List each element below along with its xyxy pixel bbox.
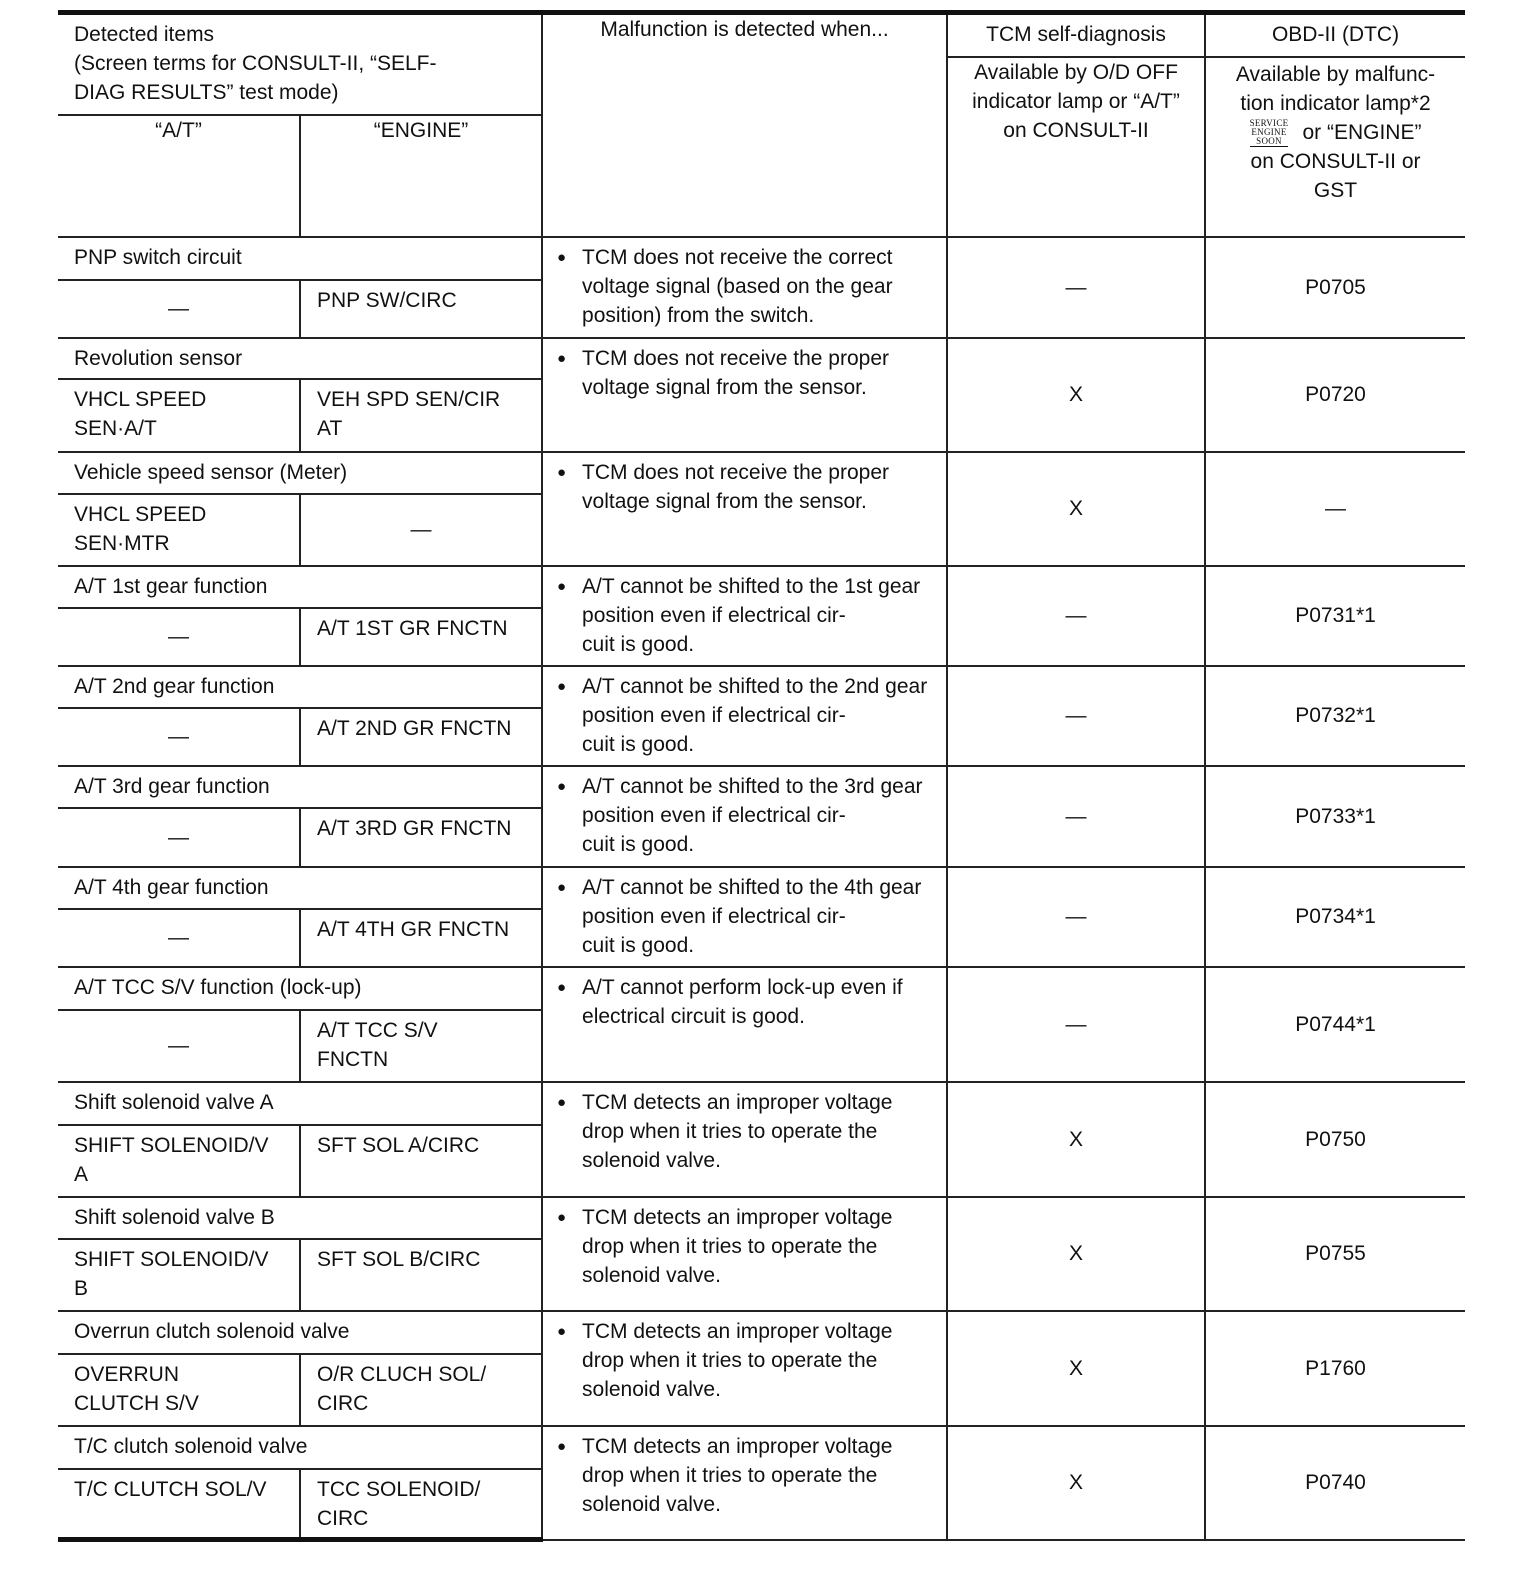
detected-item-name: Vehicle speed sensor (Meter) — [58, 452, 542, 494]
detected-item-name: A/T 3rd gear function — [58, 766, 542, 808]
at-column-header: “A/T” — [58, 115, 300, 237]
obd-dtc-cell: P0734*1 — [1205, 867, 1465, 967]
at-screen-term: — — [58, 909, 300, 967]
malfunction-cell — [542, 1426, 947, 1540]
malfunction-cell — [542, 666, 947, 766]
bullet-icon: ● — [557, 349, 567, 367]
at-screen-term: — — [58, 708, 300, 766]
malfunction-text: A/T cannot be shifted to the 4th gear position even if electrical cir- cuit is good. — [582, 875, 922, 957]
bullet-icon: ● — [557, 677, 567, 695]
tcm-cell: — — [947, 867, 1205, 967]
malfunction-cell — [542, 1082, 947, 1197]
detected-item-name: A/T 4th gear function — [58, 867, 542, 909]
obd-dtc-cell: P0755 — [1205, 1197, 1465, 1311]
table-row — [58, 867, 1465, 909]
engine-screen-term: A/T 1ST GR FNCTN — [300, 608, 542, 666]
detected-item-name: PNP switch circuit — [58, 237, 542, 280]
detected-item-name: Overrun clutch solenoid valve — [58, 1311, 542, 1354]
malfunction-text: A/T cannot be shifted to the 3rd gear position even if electrical cir- cuit is good. — [582, 774, 923, 856]
obd-dtc-cell: P1760 — [1205, 1311, 1465, 1426]
bullet-icon: ● — [557, 777, 567, 795]
tcm-cell: X — [947, 1197, 1205, 1311]
engine-screen-term: SFT SOL A/CIRC — [300, 1125, 542, 1197]
at-screen-term: — — [58, 808, 300, 867]
table-row — [58, 1082, 1465, 1125]
tcm-cell: X — [947, 1311, 1205, 1426]
malfunction-text: TCM detects an improper voltage drop when it tries to operate the solenoid valve. — [582, 1090, 893, 1172]
table-row — [58, 766, 1465, 808]
obd-note-line3: on CONSULT-II or GST — [1250, 149, 1421, 202]
malfunction-cell — [542, 867, 947, 967]
bullet-icon: ● — [557, 1437, 567, 1455]
engine-screen-term: TCC SOLENOID/ CIRC — [300, 1469, 542, 1540]
detected-item-name: A/T 2nd gear function — [58, 666, 542, 708]
service-engine-soon-lamp-icon — [1250, 119, 1289, 147]
tcm-cell: X — [947, 1426, 1205, 1540]
malfunction-text: TCM detects an improper voltage drop when it tries to operate the solenoid valve. — [582, 1319, 893, 1401]
malfunction-cell — [542, 766, 947, 867]
bullet-icon: ● — [557, 1093, 567, 1111]
detected-item-name: Shift solenoid valve A — [58, 1082, 542, 1125]
bullet-icon: ● — [557, 248, 567, 266]
malfunction-cell — [542, 1197, 947, 1311]
malfunction-header: Malfunction is detected when... — [542, 13, 947, 237]
engine-screen-term: A/T 2ND GR FNCTN — [300, 708, 542, 766]
detected-items-header: Detected items (Screen terms for CONSULT-II, “SELF- DIAG RESULTS” test mode) — [58, 13, 542, 115]
malfunction-cell — [542, 1311, 947, 1426]
engine-screen-term: O/R CLUCH SOL/ CIRC — [300, 1354, 542, 1426]
malfunction-text: TCM detects an improper voltage drop when it tries to operate the solenoid valve. — [582, 1205, 893, 1287]
at-screen-term: — — [58, 1010, 300, 1082]
badge-text-1: SERVICE — [1249, 117, 1289, 128]
engine-screen-term: A/T 3RD GR FNCTN — [300, 808, 542, 867]
obd-note-line1: Available by malfunc- tion indicator lamp*2 — [1235, 62, 1436, 115]
detected-item-name: T/C clutch solenoid valve — [58, 1426, 542, 1469]
detected-item-name: A/T TCC S/V function (lock-up) — [58, 967, 542, 1010]
malfunction-cell — [542, 967, 947, 1082]
engine-screen-term: A/T 4TH GR FNCTN — [300, 909, 542, 967]
self-diagnosis-table — [58, 10, 1465, 1542]
tcm-self-diagnosis-header: TCM self-diagnosis — [947, 13, 1205, 57]
at-screen-term: SHIFT SOLENOID/V A — [58, 1125, 300, 1197]
tcm-availability-note: Available by O/D OFF indicator lamp or “A/T” on CONSULT-II — [947, 57, 1205, 237]
table-row — [58, 452, 1465, 494]
table-row — [58, 237, 1465, 280]
bullet-icon: ● — [557, 463, 567, 481]
obd-dtc-cell: P0720 — [1205, 338, 1465, 452]
engine-column-header: “ENGINE” — [300, 115, 542, 237]
tcm-cell: X — [947, 1082, 1205, 1197]
table-row — [58, 1197, 1465, 1239]
obd-dtc-header: OBD-II (DTC) — [1205, 13, 1465, 57]
obd-dtc-cell: P0740 — [1205, 1426, 1465, 1540]
obd-dtc-cell: P0731*1 — [1205, 566, 1465, 666]
bullet-icon: ● — [557, 878, 567, 896]
obd-dtc-cell: P0744*1 — [1205, 967, 1465, 1082]
tcm-cell: X — [947, 338, 1205, 452]
at-screen-term: — — [58, 608, 300, 666]
malfunction-text: A/T cannot perform lock-up even if electrical circuit is good. — [582, 975, 903, 1028]
obd-note-mid: or “ENGINE” — [1302, 120, 1422, 144]
at-screen-term: — — [58, 280, 300, 338]
engine-screen-term: VEH SPD SEN/CIR AT — [300, 379, 542, 452]
obd-dtc-cell: P0750 — [1205, 1082, 1465, 1197]
obd-availability-note — [1205, 57, 1465, 237]
at-screen-term: VHCL SPEED SEN·A/T — [58, 379, 300, 452]
engine-screen-term: PNP SW/CIRC — [300, 280, 542, 338]
obd-dtc-cell: P0733*1 — [1205, 766, 1465, 867]
obd-dtc-cell: P0732*1 — [1205, 666, 1465, 766]
at-screen-term: T/C CLUTCH SOL/V — [58, 1469, 300, 1540]
tcm-cell: — — [947, 566, 1205, 666]
malfunction-text: TCM does not receive the proper voltage signal from the sensor. — [582, 460, 889, 513]
obd-dtc-cell: — — [1205, 452, 1465, 566]
tcm-cell: — — [947, 666, 1205, 766]
bullet-icon: ● — [557, 978, 567, 996]
detected-item-name: Revolution sensor — [58, 338, 542, 379]
table-row — [58, 338, 1465, 379]
engine-screen-term: A/T TCC S/V FNCTN — [300, 1010, 542, 1082]
malfunction-text: TCM does not receive the correct voltage signal (based on the gear position) from the switch. — [582, 245, 893, 327]
bullet-icon: ● — [557, 1208, 567, 1226]
badge-text-3: SOON — [1250, 137, 1289, 147]
tcm-cell: — — [947, 967, 1205, 1082]
malfunction-text: TCM does not receive the proper voltage signal from the sensor. — [582, 346, 889, 399]
at-screen-term: SHIFT SOLENOID/V B — [58, 1239, 300, 1311]
bullet-icon: ● — [557, 577, 567, 595]
badge-text-2: ENGINE — [1251, 126, 1287, 137]
malfunction-cell — [542, 338, 947, 452]
table-row — [58, 666, 1465, 708]
malfunction-text: TCM detects an improper voltage drop when it tries to operate the solenoid valve. — [582, 1434, 893, 1516]
tcm-cell: — — [947, 766, 1205, 867]
bullet-icon: ● — [557, 1322, 567, 1340]
malfunction-cell — [542, 566, 947, 666]
engine-screen-term: SFT SOL B/CIRC — [300, 1239, 542, 1311]
malfunction-cell — [542, 237, 947, 338]
at-screen-term: VHCL SPEED SEN·MTR — [58, 494, 300, 566]
detected-item-name: A/T 1st gear function — [58, 566, 542, 608]
table-row — [58, 1311, 1465, 1354]
obd-note-line2 — [1212, 118, 1459, 147]
tcm-cell: X — [947, 452, 1205, 566]
malfunction-text: A/T cannot be shifted to the 1st gear position even if electrical cir- cuit is good. — [582, 574, 921, 656]
table-row — [58, 1426, 1465, 1469]
detected-item-name: Shift solenoid valve B — [58, 1197, 542, 1239]
table-row — [58, 566, 1465, 608]
at-screen-term: OVERRUN CLUTCH S/V — [58, 1354, 300, 1426]
obd-dtc-cell: P0705 — [1205, 237, 1465, 338]
engine-screen-term: — — [300, 494, 542, 566]
tcm-cell: — — [947, 237, 1205, 338]
malfunction-text: A/T cannot be shifted to the 2nd gear position even if electrical cir- cuit is good. — [582, 674, 928, 756]
malfunction-cell — [542, 452, 947, 566]
table-row — [58, 967, 1465, 1010]
